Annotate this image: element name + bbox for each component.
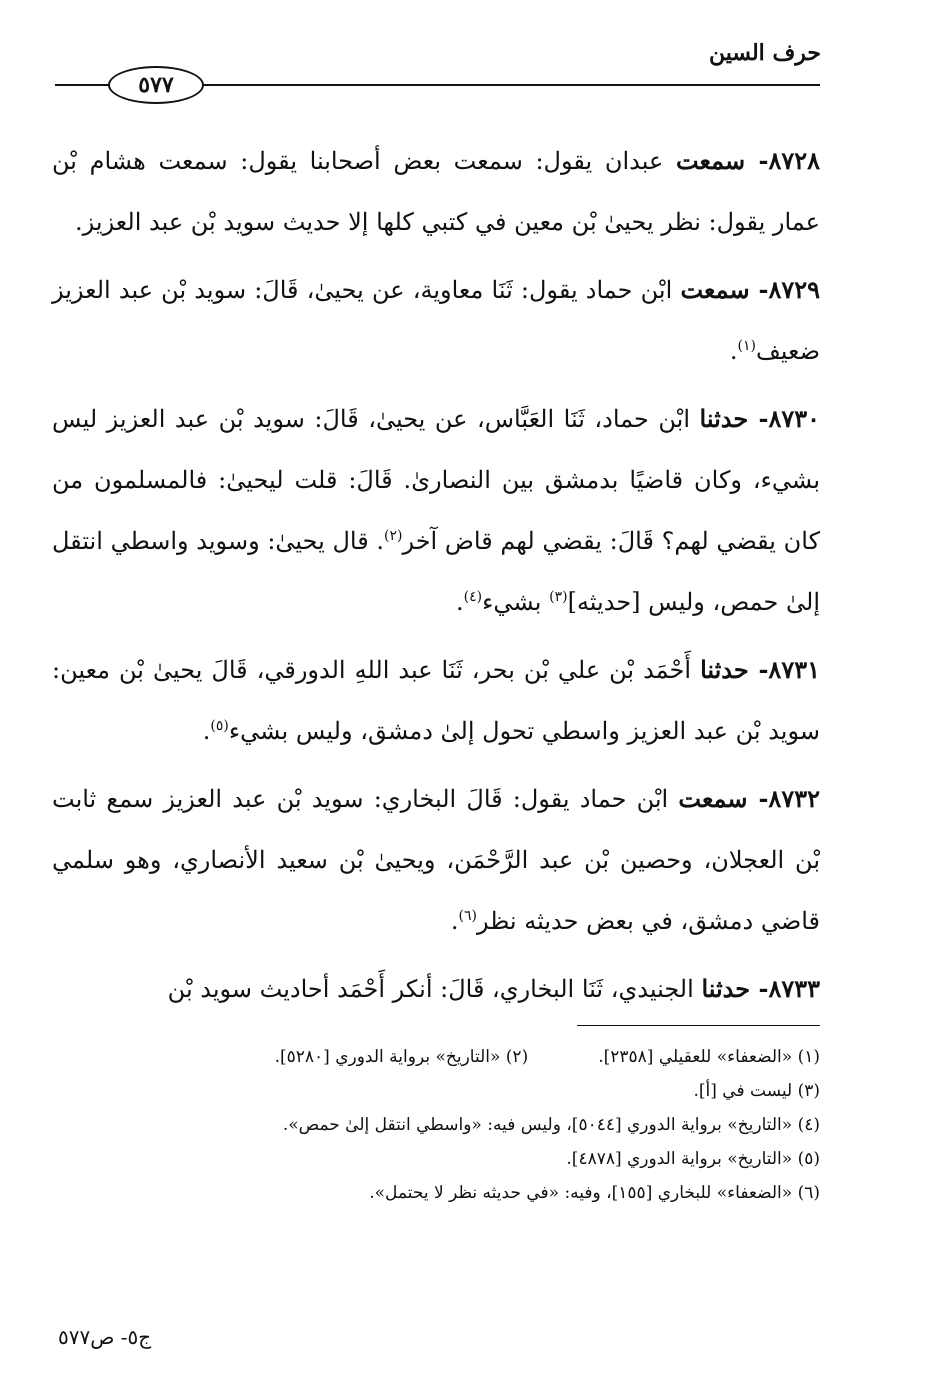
entry-8728: ٨٧٢٨- سمعت عبدان يقول: سمعت بعض أصحابنا يقول: سمعت هشام بْن عمار يقول: نظر يحيىٰ بْن معين في كتبي كلها إلا حديث سويد بْن عبد العزيز. xyxy=(52,146,820,236)
entry-text: عبدان يقول: سمعت بعض أصحابنا يقول: سمعت هشام بْن عمار يقول: نظر يحيىٰ بْن معين في كتبي كلها إلا حديث سويد بْن عبد العزيز. xyxy=(52,147,820,236)
footnote-5: (٥) «التاريخ» برواية الدوري [٤٨٧٨]. xyxy=(566,1149,820,1169)
entry-8729: ٨٧٢٩- سمعت ابْن حماد يقول: ثَنَا معاوية، عن يحيىٰ، قَالَ: سويد بْن عبد العزيز ضعيف$^{(١)}$. xyxy=(52,275,820,365)
entry-keyword: سمعت xyxy=(680,275,750,304)
footnote-row xyxy=(60,1040,820,1074)
footnote-marker[interactable]: (٥) xyxy=(210,718,229,734)
entry-text: ابْن حماد يقول: قَالَ البخاري: سويد بْن عبد العزيز سمع ثابت بْن العجلان، وحصين بْن عبد الرَّحْمَن، ويحيىٰ بْن سعيد الأنصاري، وهو سلمي قاضي دمشق، في بعض حديثه نظر xyxy=(52,785,820,935)
entry-number: ٨٧٣٠ xyxy=(768,404,820,433)
footnote-marker[interactable]: (٣) xyxy=(549,589,568,605)
footnote-1: (١) «الضعفاء» للعقيلي [٢٣٥٨]. xyxy=(598,1047,820,1067)
entry-number: ٨٧٣٢ xyxy=(768,784,820,813)
entry-keyword: سمعت xyxy=(675,146,746,175)
footnote-marker[interactable]: (٦) xyxy=(458,908,477,924)
entry-8731: ٨٧٣١- حدثنا أَحْمَد بْن علي بْن بحر، ثَنَا عبد اللهِ الدورقي، قَالَ يحيىٰ بْن معين: سويد بْن عبد العزيز واسطي تحول إلىٰ دمشق، وليس بشيء$^{(٥)}$. xyxy=(52,655,820,745)
entry-keyword: حدثنا xyxy=(701,974,751,1003)
footnote-4: (٤) «التاريخ» برواية الدوري [٥٠٤٤]، وليس فيه: «واسطي انتقل إلىٰ حمص». xyxy=(282,1115,820,1135)
entry-text: ابْن حماد، ثَنَا العَبَّاس، عن يحيىٰ، قَالَ: سويد بْن عبد العزيز ليس بشيء، وكان قاضيًا بدمشق بين النصارىٰ. قَالَ: قلت ليحيىٰ: فالمسلمون من كان يقضي لهم؟ قَالَ: يقضي لهم قاض آخر xyxy=(52,405,821,555)
footnote-marker[interactable]: (٢) xyxy=(384,528,403,544)
entry-8733: ٨٧٣٣- حدثنا الجنيدي، ثَنَا البخاري، قَالَ: أنكر أَحْمَد أحاديث سويد بْن xyxy=(167,974,820,1003)
footnote-2: (٢) «التاريخ» برواية الدوري [٥٢٨٠]. xyxy=(274,1047,529,1067)
running-title: حرف السين xyxy=(708,40,821,66)
main-text xyxy=(52,130,820,1026)
entry-text: بشيء xyxy=(482,588,550,616)
footnote-marker[interactable]: (٤) xyxy=(463,589,483,605)
entry-text: أَحْمَد بْن علي بْن بحر، ثَنَا عبد اللهِ الدورقي، قَالَ يحيىٰ بْن معين: سويد بْن عبد العزيز واسطي تحول إلىٰ دمشق، وليس بشيء xyxy=(52,656,820,745)
footnote-6: (٦) «الضعفاء» للبخاري [١٥٥]، وفيه: «في حديثه نظر لا يحتمل». xyxy=(369,1183,820,1203)
entry-keyword: حدثنا xyxy=(700,655,749,684)
entry-number: ٨٧٣١ xyxy=(768,655,820,684)
page-number: ٥٧٧ xyxy=(108,66,204,104)
entry-text: ابْن حماد يقول: ثَنَا معاوية، عن يحيىٰ، قَالَ: سويد بْن عبد العزيز ضعيف xyxy=(52,276,820,365)
entry-number: ٨٧٢٩ xyxy=(768,275,820,304)
footnotes xyxy=(60,1040,820,1210)
folio: ج٥- ص٥٧٧ xyxy=(58,1325,152,1349)
footnote-marker[interactable]: (١) xyxy=(737,338,756,354)
entry-text: . قال يحيىٰ: وسويد واسطي انتقل إلىٰ حمص، وليس [حديثه] xyxy=(52,527,820,616)
footnote-rule xyxy=(577,1025,820,1026)
entry-text: الجنيدي، ثَنَا البخاري، قَالَ: أنكر أَحْمَد أحاديث سويد بْن xyxy=(167,975,694,1003)
footnote-3: (٣) ليست في [أ]. xyxy=(693,1081,820,1101)
entry-8732: ٨٧٣٢- سمعت ابْن حماد يقول: قَالَ البخاري: سويد بْن عبد العزيز سمع ثابت بْن العجلان، وحصين بْن عبد الرَّحْمَن، ويحيىٰ بْن سعيد الأنصاري، وهو سلمي قاضي دمشق، في بعض حديثه نظر$^{(٦)}$. xyxy=(52,784,820,935)
entry-number: ٨٧٣٣ xyxy=(768,974,820,1003)
entry-keyword: سمعت xyxy=(678,784,748,813)
entry-number: ٨٧٢٨ xyxy=(768,146,820,175)
entry-8730: ٨٧٣٠- حدثنا ابْن حماد، ثَنَا العَبَّاس، عن يحيىٰ، قَالَ: سويد بْن عبد العزيز ليس بشيء، وكان قاضيًا بدمشق بين النصارىٰ. قَالَ: قلت ليحيىٰ: فالمسلمون من كان يقضي لهم؟ قَالَ: يقضي لهم قاض آخر$^{(٢)}$. قال يحيىٰ: وسويد واسطي انتقل إلىٰ حمص، وليس [حديثه]$^{(٣)}$ بشيء$^{(٤)}$. xyxy=(52,404,821,616)
entry-keyword: حدثنا xyxy=(699,404,749,433)
